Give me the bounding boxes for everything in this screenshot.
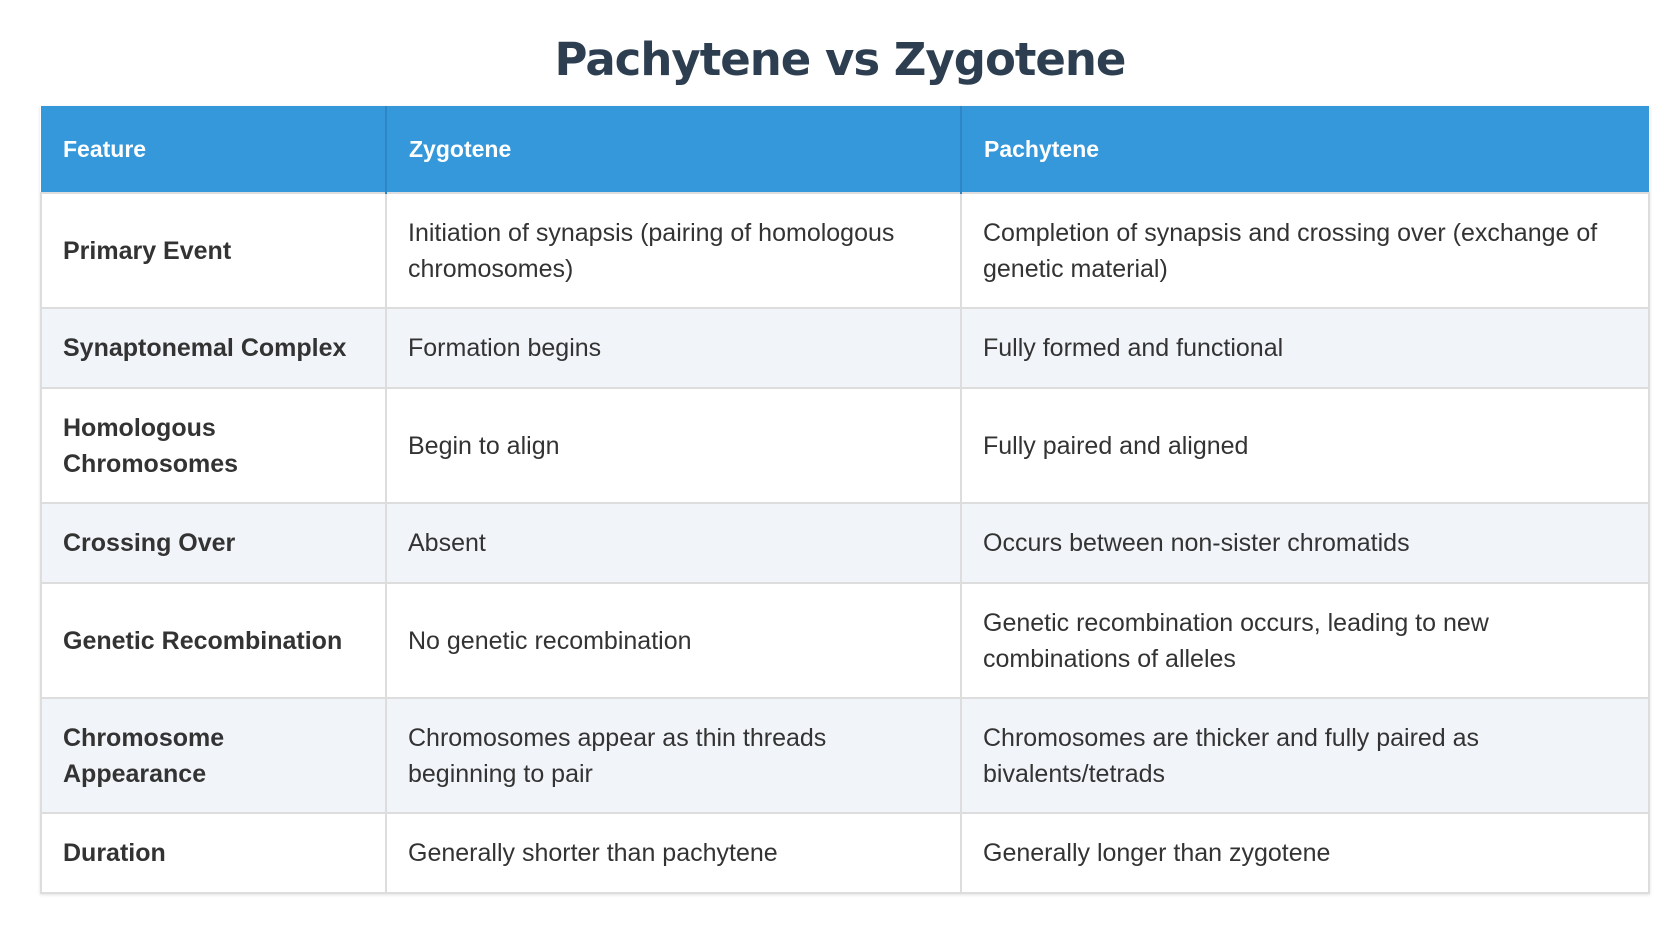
table-row <box>41 698 1649 813</box>
page-title: Pachytene vs Zygotene <box>554 33 1126 86</box>
header-pachytene: Pachytene <box>961 106 1649 193</box>
feature-cell: Chromosome Appearance <box>41 698 386 813</box>
table-header-row <box>41 106 1649 193</box>
table-row <box>41 308 1649 388</box>
table-row <box>41 503 1649 583</box>
pachytene-cell: Chromosomes are thicker and fully paired as bivalents/tetrads <box>961 698 1649 813</box>
pachytene-cell: Fully formed and functional <box>961 308 1649 388</box>
feature-cell: Synaptonemal Complex <box>41 308 386 388</box>
pachytene-cell: Occurs between non-sister chromatids <box>961 503 1649 583</box>
pachytene-cell: Fully paired and aligned <box>961 388 1649 503</box>
zygotene-cell: Begin to align <box>386 388 961 503</box>
zygotene-cell: Absent <box>386 503 961 583</box>
feature-cell: Homologous Chromosomes <box>41 388 386 503</box>
table-row <box>41 813 1649 893</box>
table-row <box>41 388 1649 503</box>
pachytene-cell: Completion of synapsis and crossing over (exchange of genetic material) <box>961 193 1649 308</box>
feature-cell: Genetic Recombination <box>41 583 386 698</box>
header-feature: Feature <box>41 106 386 193</box>
pachytene-cell: Genetic recombination occurs, leading to new combinations of alleles <box>961 583 1649 698</box>
zygotene-cell: No genetic recombination <box>386 583 961 698</box>
comparison-table <box>40 106 1650 894</box>
zygotene-cell: Chromosomes appear as thin threads beginning to pair <box>386 698 961 813</box>
table-row <box>41 583 1649 698</box>
header-zygotene: Zygotene <box>386 106 961 193</box>
feature-cell: Duration <box>41 813 386 893</box>
table-row <box>41 193 1649 308</box>
feature-cell: Crossing Over <box>41 503 386 583</box>
feature-cell: Primary Event <box>41 193 386 308</box>
zygotene-cell: Initiation of synapsis (pairing of homologous chromosomes) <box>386 193 961 308</box>
pachytene-cell: Generally longer than zygotene <box>961 813 1649 893</box>
zygotene-cell: Generally shorter than pachytene <box>386 813 961 893</box>
zygotene-cell: Formation begins <box>386 308 961 388</box>
